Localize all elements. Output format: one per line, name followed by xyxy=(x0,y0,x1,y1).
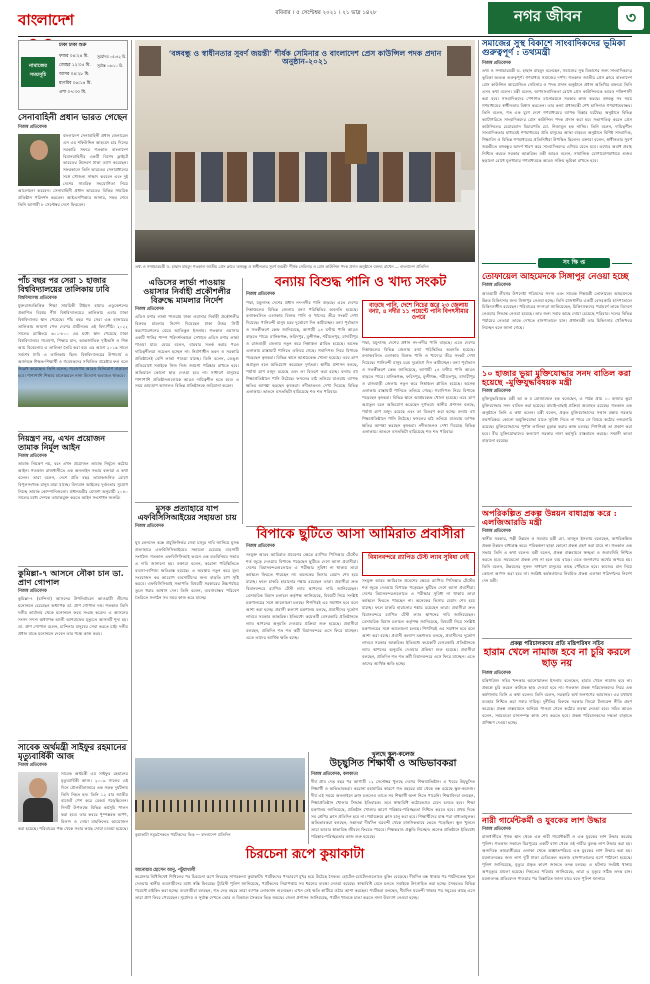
kuakata-headline: চিরচেনা রূপে কুয়াকাটা xyxy=(245,847,365,862)
headline: বিপাকে ছুটিতে আসা আমিরাত প্রবাসীরা xyxy=(256,527,465,542)
headline: কুমিল্লা-৭ আসনে নৌকা চান ডা. প্রাণ গোপাল xyxy=(18,568,124,588)
byline: নিজস্ব প্রতিবেদক xyxy=(482,283,511,289)
story-army-chief xyxy=(18,114,128,272)
headline: সেনাবাহিনী প্রধান ভারত গেছেন xyxy=(18,113,128,123)
portrait-left xyxy=(139,46,161,76)
army-chief-photo xyxy=(18,134,60,186)
story-tobacco xyxy=(18,434,128,564)
headline: সাবেক অর্থমন্ত্রী সাইফুর রহমানের মৃত্যুবার্ষিকী আজ xyxy=(18,742,127,762)
byline: নিজস্ব প্রতিবেদক xyxy=(482,60,511,66)
issue-date: রবিবার । ৫ সেপ্টেম্বর ২০২১ । ২১ ভাদ্র ১৪২৮ xyxy=(275,10,377,16)
logo-text: বাংলাদেশ xyxy=(18,11,74,29)
headline: মুসক প্রত্যাহারে যাপ এফবিসিসিআইয়ের সহায়তা চায় xyxy=(137,504,237,522)
body-text: সাবেক অর্থমন্ত্রী এম সাইফুর রহমানের মৃত্যুবার্ষিকী আজ। ২০০৯ সালের এই দিনে মৌলভীবাজারে এক সড়ক দুর্ঘটনায় তিনি নিহত হন। তিনি ১২ বার জাতীয় বাজেট পেশ করে রেকর্ড গড়েছিলেন। দিনটি উপলক্ষে বিভিন্ন কর্মসূচি পালন করা হবে। তার কবরে পুষ্পস্তবক অর্পণ, মিলাদ ও দোয়া মাহফিলের আয়োজন করা হয়েছে। পরিবারের পক্ষ থেকে সবার কাছে দোয়া চাওয়া হয়েছে। xyxy=(18,770,129,832)
body-text: তামাক নিয়ন্ত্রণ নয়, বরং এখন প্রয়োজন তামাক নির্মূলে কঠোর আইন। গতকাল রাজধানীতে এক অনলাইন সভায় বক্তারা এ কথা বলেন। তারা বলেন, দেশে প্রতি বছর তামাকজনিত রোগে বিপুলসংখ্যক মানুষ মারা যাচ্ছে। বিদ্যমান আইনের দুর্বলতার সুযোগ নিচ্ছে তামাক কোম্পানিগুলো। প্রধানমন্ত্রীর ঘোষণা অনুযায়ী ২০৪০ সালের মধ্যে দেশকে তামাকমুক্ত করতে আইন সংশোধন জরুরি। xyxy=(18,460,128,501)
section-title: নগর জীবন xyxy=(514,7,582,25)
headline: ১০ হাজার ভুয়া মুক্তিযোদ্ধার সনদ বাতিল করা হয়েছে -মুক্তিযুদ্ধবিষয়ক মন্ত্রী xyxy=(482,368,631,388)
prayer-maghrib: মাগরিব ০৬:১৪ মি. xyxy=(59,81,92,86)
prayer-fajr: ফজর ০৪:২৪ মি. xyxy=(59,54,89,59)
prayer-esha: এশা ০৭:৩০ মি. xyxy=(59,90,87,95)
stage-backdrop xyxy=(135,40,475,170)
byline: নিজস্ব প্রতিবেদক xyxy=(18,125,47,131)
body-text: কুমিল্লা-৭ (চান্দিনা) আসনের উপনির্বাচনে আওয়ামী লীগের মনোনয়ন চেয়েছেন অধ্যাপক ডা. প্রাণ গোপাল দত্ত। গতকাল তিনি দলীয় কার্যালয় থেকে মনোনয়ন ফরম সংগ্রহ করেন। এ আসনের সংসদ সদস্য অধ্যাপক আলী আশরাফের মৃত্যুতে আসনটি শূন্য হয়। ডা. প্রাণ গোপাল বলেন, চান্দিনার মানুষের সেবা করতে চাই। দলীয় প্রধান যাকে মনোনয়ন দেবেন তার পক্ষে কাজ করব। xyxy=(18,596,128,636)
kuakata-photo xyxy=(135,758,305,830)
story-school-reopen xyxy=(311,752,475,844)
headline: উচ্ছ্বসিত শিক্ষার্থী ও অভিভাবকরা xyxy=(329,758,457,770)
byline: নিজস্ব প্রতিবেদক xyxy=(18,763,47,769)
portrait-right xyxy=(447,46,471,76)
headline: সমাজের সুস্থ বিকাশে সাংবাদিকদের ভূমিকা গুরুত্বপূর্ণ : তথ্যমন্ত্রী xyxy=(482,39,626,59)
kicker: খুলছে স্কুল-কলেজ xyxy=(371,752,415,758)
seminar-caption: তথ্য ও সম্প্রচারমন্ত্রী ড. হাছান মাহমুদ গতকাল জাতীয় প্রেস ক্লাবে ‘বঙ্গবন্ধু ও স্বাধীনতার সুবর্ণ জয়ন্তী’ শীর্ষক সেমিনার ও প্রেস কাউন্সিল পদক প্রদান অনুষ্ঠানে বক্তব্য রাখেন — বাংলাদেশ প্রতিদিন xyxy=(135,264,429,269)
headline: বন্যায় বিশুদ্ধ পানি ও খাদ্য সংকট xyxy=(274,275,447,290)
header-rule xyxy=(18,36,632,37)
byline: নিজস্ব প্রতিবেদক, কলকাতা xyxy=(311,771,358,777)
brief-label: সং ক্ষি প্ত xyxy=(562,259,586,266)
sun-times xyxy=(97,52,127,70)
byline: নিজস্ব প্রতিবেদক xyxy=(135,524,164,530)
body-text: মন্ত্রিপরিষদ সচিব খন্দকার আনোয়ারুল ইসলাম বলেছেন, হারাম খেলে নামাজ হবে না। প্রকল্পে চুরি করলে কাউকে ছাড় দেওয়া হবে না। গতকাল প্রকল্প পরিচালকদের নিয়ে এক কর্মশালায় তিনি এ কথা বলেন। তিনি বলেন, সরকারি অর্থ জনগণের আমানত। এর যথাযথ ব্যবহার নিশ্চিত করা সবার দায়িত্ব। দুর্নীতির বিরুদ্ধে সরকার জিরো টলারেন্স নীতি গ্রহণ করেছে। প্রকল্প বাস্তবায়নে অনিয়ম পাওয়া গেলে কঠোর ব্যবস্থা নেওয়া হবে। সচিব আরও বলেন, সময়মতো মানসম্পন্ন কাজ শেষ করতে হবে। প্রকল্প পরিচালকদের দক্ষতা বাড়াতে প্রশিক্ষণ দেওয়া হচ্ছে। xyxy=(482,678,632,725)
uae-highlight: বিমানবন্দরে র‍্যাপিড টেস্ট ল্যাব সুবিধা নেই xyxy=(362,552,475,576)
brief-banner xyxy=(538,258,610,268)
kuakata-byline: আনোয়ার হোসেন আনু, পটুয়াখালী xyxy=(135,868,196,873)
seminar-banner-text: ‘বঙ্গবন্ধু ও স্বাধীনতার সুবর্ণ জয়ন্তী’ শীর্ষক সেমিনার ও বাংলাদেশ প্রেস কাউন্সিল পদক প্রদান অনুষ্ঠান-২০২১ xyxy=(168,49,442,67)
headline: তোফায়েল আহমেদকে সিঙ্গাপুর নেওয়া হচ্ছে xyxy=(482,271,629,281)
byline: নিজস্ব প্রতিবেদক xyxy=(482,389,511,395)
seminar-photo xyxy=(135,40,475,262)
prayer-box-title: ঢাকা ঢাকা শুক্র xyxy=(59,43,87,48)
body-text: পদ্মা, যমুনাসহ দেশের প্রধান নদ-নদীর পানি বাড়ছে। এতে দেশের নিম্নাঞ্চলের বিভিন্ন জেলায় বন্যা পরিস্থিতির অবনতি হয়েছে। বন্যাকবলিত এলাকায় বিশুদ্ধ পানি ও খাদ্যের তীব্র সংকট দেখা দিয়েছে। পানিবন্দী মানুষ চরম দুর্ভোগে দিন কাটাচ্ছেন। বন্যা পূর্বাভাস ও সতর্কীকরণ কেন্দ্র জানিয়েছে, আগামী ২৪ ঘণ্টায় পানি আরও বাড়তে পারে। মানিকগঞ্জ, ফরিদপুর, মুন্সীগঞ্জ, শরীয়তপুর, মাদারীপুর ও রাজবাড়ী জেলায় নতুন করে নিম্নাঞ্চল প্লাবিত হয়েছে। অনেক এলাকায় রাস্তাঘাট পানিতে তলিয়ে গেছে। গবাদিপশু নিয়ে বিপাকে পড়েছেন কৃষকরা। বিভিন্ন স্থানে আশ্রয়কেন্দ্র খোলা হয়েছে। তবে ত্রাণ অপ্রতুল বলে অভিযোগ করেছেন দুর্গতরা। স্থানীয় প্রশাসন বলছে, পর্যাপ্ত ত্রাণ মজুদ রয়েছে এবং তা বিতরণ করা হচ্ছে। বন্যায় বহু শিক্ষাপ্রতিষ্ঠানে পানি উঠেছে। ফসলের মাঠ তলিয়ে যাওয়ায় ব্যাপক ক্ষতির আশঙ্কা করছেন কৃষকরা। নদীভাঙনও দেখা দিয়েছে বিভিন্ন এলাকায়। ভাঙনে বসতভিটা হারিয়েছে শত শত পরিবার। xyxy=(246,299,358,395)
story-fake-freedom-fighters xyxy=(482,369,632,503)
headline: নারী গার্মেন্টকর্মী ও যুবকের লাশ উদ্ধার xyxy=(482,815,607,825)
page-number: ৩ xyxy=(618,6,644,30)
prayer-label-line1: নামাজের xyxy=(29,63,47,69)
beach-crowd xyxy=(135,800,305,812)
body-text: সংযুক্ত আরব আমিরাত প্রবেশের ক্ষেত্রে র‍্যাপিড পিসিআর টেস্টের শর্ত জুড়ে দেওয়ায় বিপাকে পড়েছেন ছুটিতে দেশে আসা প্রবাসীরা। দেশের বিমানবন্দরগুলোতে এ পরীক্ষার সুবিধা না থাকায় তারা কর্মস্থলে ফিরতে পারছেন না। অনেকের ভিসার মেয়াদ শেষ হয়ে যাচ্ছে। ফলে চাকরি হারানোর শঙ্কায় রয়েছেন তারা। প্রবাসীরা দ্রুত বিমানবন্দরে র‍্যাপিড টেস্ট ল্যাব স্থাপনের দাবি জানিয়েছেন। বেসামরিক বিমান চলাচল কর্তৃপক্ষ জানিয়েছে, বিষয়টি নিয়ে সংশ্লিষ্ট মন্ত্রণালয়ের সঙ্গে আলোচনা চলছে। শিগগিরই এর সমাধান হবে বলে আশা করা হচ্ছে। প্রবাসী কল্যাণ মন্ত্রণালয় বলছে, প্রবাসীদের দুর্ভোগ লাঘবে সরকার আন্তরিক। ইতিমধ্যে কয়েকটি বেসরকারি প্রতিষ্ঠানকে ল্যাব স্থাপনের অনুমতি দেওয়ার প্রক্রিয়া শুরু হয়েছে। প্রবাসীরা বলছেন, প্রতিদিন শত শত কর্মী বিমানবন্দরে এসে ফিরে যাচ্ছেন। এতে তাদের আর্থিক ক্ষতি হচ্ছে। xyxy=(246,551,358,640)
kuakata-caption: কুয়াকাটা সমুদ্রসৈকতে পর্যটকদের ভিড় — বাংলাদেশ প্রতিদিন xyxy=(135,832,231,837)
body-text: দীর্ঘ প্রায় দেড় বছর পর আগামী ১২ সেপ্টেম্বর খুলছে দেশের শিক্ষাপ্রতিষ্ঠান। এ খবরে উচ্ছ্বসিত শিক্ষার্থী ও অভিভাবকরা। করোনা মহামারির কারণে গত বছরের মার্চ থেকে বন্ধ রয়েছে স্কুল-কলেজ। দীর্ঘ এই সময়ে অনলাইনে ক্লাস চললেও তাতে সব শিক্ষার্থী অংশ নিতে পারেনি। শিক্ষাবিদরা বলছেন, শিক্ষাপ্রতিষ্ঠান খোলার সিদ্ধান্ত ইতিবাচক। তবে স্বাস্থ্যবিধি কঠোরভাবে মেনে চলতে হবে। শিক্ষা মন্ত্রণালয় জানিয়েছে, প্রতিষ্ঠান খোলার আগে পরিষ্কার-পরিচ্ছন্নতা নিশ্চিত করতে হবে। প্রথম দিকে সব শ্রেণির ক্লাস প্রতিদিন হবে না। পর্যায়ক্রমে ক্লাস চালু করা হবে। শিক্ষার্থীদের মাস্ক পরা বাধ্যতামূলক। অভিভাবকরা বলছেন, সন্তানরা দীর্ঘদিন ঘরবন্দী থেকে মানসিকভাবে ভেঙে পড়েছিল। স্কুল খুললে তারা আবার স্বাভাবিক জীবনে ফিরতে পারবে। শিক্ষকরাও প্রস্তুতি নিচ্ছেন। অনেক প্রতিষ্ঠানে ইতিমধ্যে পরিষ্কার-পরিচ্ছন্নতার কাজ শুরু হয়েছে। xyxy=(311,779,475,840)
body-text: তথ্য ও সম্প্রচারমন্ত্রী ড. হাছান মাহমুদ বলেছেন, সমাজের সুস্থ বিকাশের জন্য সাংবাদিকদের ভূমিকা অত্যন্ত গুরুত্বপূর্ণ। গণমাধ্যম সমাজের দর্পণ। গতকাল জাতীয় প্রেস ক্লাবে বাংলাদেশ প্রেস কাউন্সিল আয়োজিত সেমিনার ও পদক প্রদান অনুষ্ঠানে প্রধান অতিথির বক্তব্যে তিনি এসব কথা বলেন। মন্ত্রী বলেন, অপসাংবাদিকতা রোধে প্রেস কাউন্সিলকে আরও শক্তিশালী করা হবে। সাংবাদিকদের পেশাগত মানোন্নয়নে সরকার কাজ করছে। বঙ্গবন্ধু সব সময় গণমাধ্যমের স্বাধীনতায় বিশ্বাস করতেন। তার কন্যা প্রধানমন্ত্রী শেখ হাসিনাও গণমাধ্যমবান্ধব। তিনি বলেন, গত এক যুগে দেশে গণমাধ্যমের ব্যাপক বিস্তার ঘটেছে। অনুষ্ঠানে বিভিন্ন ক্যাটাগরিতে সাংবাদিকদের প্রেস কাউন্সিল পদক প্রদান করা হয়। সভাপতিত্ব করেন প্রেস কাউন্সিলের চেয়ারম্যান বিচারপতি মো. নিজামুল হক নাসিম। তিনি বলেন, দায়িত্বশীল সাংবাদিকতার মাধ্যমেই গণমাধ্যমের প্রতি মানুষের আস্থা বাড়বে। অনুষ্ঠানে বিশিষ্ট সাংবাদিক, শিক্ষাবিদ ও বিভিন্ন গণমাধ্যমের প্রতিনিধিরা উপস্থিত ছিলেন। বক্তারা বলেন, স্বাধীনতার সুবর্ণ জয়ন্তীতে বঙ্গবন্ধুর আদর্শ ধারণ করে সাংবাদিকদের এগিয়ে যেতে হবে। তথ্যের অবাধ প্রবাহ নিশ্চিত করতে সরকার আন্তরিক। মন্ত্রী আরও বলেন, সামাজিক যোগাযোগমাধ্যমে গুজব ছড়ানো রোধে মূলধারার গণমাধ্যমকে আরও সক্রিয় ভূমিকা রাখতে হবে। xyxy=(482,68,632,164)
prayer-zuhr: জোহর ১২:০৫ মি. xyxy=(59,63,91,68)
story-du-ranking xyxy=(18,277,128,429)
body-text: এডিস মশার লার্ভা পাওয়ায় ঢাকা ওয়াসার নির্বাহী প্রকৌশলীর বিরুদ্ধে মামলার নির্দেশ দিয়েছেন ঢাকা উত্তর সিটি করপোরেশনের মেয়র আতিকুল ইসলাম। গতকাল ওয়াসার একটি পানির পাম্প পরিদর্শনকালে সেখানে এডিস মশার লার্ভা পাওয়া যায়। মেয়র বলেন, বারবার সতর্ক করার পরও দায়িত্বশীলরা সচেতন হচ্ছেন না। নির্মাণাধীন ভবন ও সরকারি প্রতিষ্ঠানেই বেশি লার্ভা পাওয়া যাচ্ছে। তিনি বলেন, ডেঙ্গু প্রতিরোধে সবাইকে নিজ নিজ জায়গা পরিষ্কার রাখতে হবে। অভিযানে কোনো ছাড় দেওয়া হবে না। সাধারণ মানুষের পাশাপাশি প্রতিষ্ঠানগুলোকে আরও দায়িত্বশীল হতে হবে। এ সময় ভ্রাম্যমাণ আদালত বিভিন্ন প্রতিষ্ঠানকে জরিমানা করেন। xyxy=(135,314,239,389)
prayer-label-line2: সময়সূচি xyxy=(29,72,47,78)
body-text: আওয়ামী লীগের উপদেষ্টা পরিষদের সদস্য এবং সাবেক শিল্পমন্ত্রী তোফায়েল আহমেদকে উন্নত চিকিৎসার জন্য সিঙ্গাপুর নেওয়া হচ্ছে। তিনি রাজধানীর একটি বেসরকারি হাসপাতালে চিকিৎসাধীন রয়েছেন। পরিবারের সদস্যরা জানিয়েছেন, চিকিৎসকদের পরামর্শে তাকে বিদেশে নেওয়ার সিদ্ধান্ত নেওয়া হয়েছে। তার জন্য সবার কাছে দোয়া চেয়েছে পরিবার। দলের বিভিন্ন পর্যায়ের নেতারা তাকে দেখতে হাসপাতালে যান। প্রধানমন্ত্রী তার চিকিৎসার খোঁজখবর নিচ্ছেন বলে জানা গেছে। xyxy=(482,290,632,331)
byline: নিজস্ব প্রতিবেদক xyxy=(135,307,164,313)
body-text: যুক্তরাজ্যভিত্তিক শিক্ষা সাময়িকী টাইমস হায়ার এডুকেশনের প্রকাশিত বিশ্বের শীর্ষ বিশ্ববিদ্যালয়ের তালিকায় এবার ঢাকা বিশ্ববিদ্যালয় স্থান পেয়েছে। পাঁচ বছর পর সেরা এক হাজারের তালিকায় জায়গা পেল দেশের প্রাচীনতম এই বিদ্যাপীঠ। ২০২২ সালের র‍্যাঙ্কিংয়ে ৬০১-৮০০ এর মধ্যে স্থান পেয়েছে ঢাকা বিশ্ববিদ্যালয়। গবেষণা, শিক্ষার মান, আন্তর্জাতিক দৃষ্টিভঙ্গি ও শিল্প আয় বিবেচনায় এ তালিকা তৈরি করা হয়। এর আগে ২০১৬ সালে সর্বশেষ ঢাবি এ তালিকায় ছিল। বিশ্ববিদ্যালয়ের উপাচার্য এ অর্জনকে শিক্ষক-শিক্ষার্থী ও গবেষকদের সম্মিলিত প্রচেষ্টার ফল বলে উল্লেখ করেছেন। তিনি বলেন, গবেষণায় আরও বিনিয়োগ বাড়ানো হবে। পাশাপাশি শিক্ষার মানোন্নয়নে নানা উদ্যোগ অব্যাহত থাকবে। xyxy=(18,303,128,378)
body-text: স্থানীয় সরকার, পল্লী উন্নয়ন ও সমবায় মন্ত্রী মো. তাজুল ইসলাম বলেছেন, অপরিকল্পিত প্রকল্প উন্নয়ন বাধাগ্রস্ত করে। পরিকল্পনা ছাড়া কোনো প্রকল্প গ্রহণ করা যাবে না। গতকাল এক সভায় তিনি এ কথা বলেন। মন্ত্রী বলেন, প্রকল্প বাস্তবায়নে স্বচ্ছতা ও জবাবদিহি নিশ্চিত করতে হবে। সময়মতো প্রকল্প শেষ না হলে ব্যয় বাড়ে। এতে জনগণের অর্থের অপচয় হয়। তিনি বলেন, উন্নয়নের সুফল সাধারণ মানুষের কাছে পৌঁছাতে হবে। কাজের মান নিয়ে কোনো আপস করা হবে না। সংশ্লিষ্ট কর্মকর্তাদের নিয়মিত প্রকল্প এলাকা পরিদর্শনের নির্দেশ দেন মন্ত্রী। xyxy=(482,536,632,583)
body-text-cont: সংযুক্ত আরব আমিরাত প্রবেশের ক্ষেত্রে র‍্যাপিড পিসিআর টেস্টের শর্ত জুড়ে দেওয়ায় বিপাকে পড়েছেন ছুটিতে দেশে আসা প্রবাসীরা। দেশের বিমানবন্দরগুলোতে এ পরীক্ষার সুবিধা না থাকায় তারা কর্মস্থলে ফিরতে পারছেন না। অনেকের ভিসার মেয়াদ শেষ হয়ে যাচ্ছে। ফলে চাকরি হারানোর শঙ্কায় রয়েছেন তারা। প্রবাসীরা দ্রুত বিমানবন্দরে র‍্যাপিড টেস্ট ল্যাব স্থাপনের দাবি জানিয়েছেন। বেসামরিক বিমান চলাচল কর্তৃপক্ষ জানিয়েছে, বিষয়টি নিয়ে সংশ্লিষ্ট মন্ত্রণালয়ের সঙ্গে আলোচনা চলছে। শিগগিরই এর সমাধান হবে বলে আশা করা হচ্ছে। প্রবাসী কল্যাণ মন্ত্রণালয় বলছে, প্রবাসীদের দুর্ভোগ লাঘবে সরকার আন্তরিক। ইতিমধ্যে কয়েকটি বেসরকারি প্রতিষ্ঠানকে ল্যাব স্থাপনের অনুমতি দেওয়ার প্রক্রিয়া শুরু হয়েছে। প্রবাসীরা বলছেন, প্রতিদিন শত শত কর্মী বিমানবন্দরে এসে ফিরে যাচ্ছেন। এতে তাদের আর্থিক ক্ষতি হচ্ছে। xyxy=(362,577,475,666)
story-kumilla xyxy=(18,569,128,699)
body-text: বাংলাদেশ সেনাবাহিনী প্রধান জেনারেল এস এম শফিউদ্দিন আহমেদ চার দিনের সরকারি সফরে গতকাল বাংলাদেশ বিমানবাহিনীর একটি বিশেষ ফ্লাইটে ভারতের উদ্দেশে ঢাকা ত্যাগ করেছেন। সফরকালে তিনি ভারতের সেনাপ্রধানের সঙ্গে সৌজন্য সাক্ষাৎ করবেন এবং দুই দেশের সামরিক সহযোগিতা নিয়ে আলোচনা করবেন। সেনাবাহিনী প্রধান ভারতের বিভিন্ন সামরিক প্রতিষ্ঠান পরিদর্শন করবেন। আইএসপিআর জানায়, সফর শেষে তিনি আগামী ৮ সেপ্টেম্বর দেশে ফিরবেন। xyxy=(18,132,128,207)
speaker-podium xyxy=(345,124,367,164)
story-aedes-lava xyxy=(135,278,239,500)
story-haram xyxy=(482,641,632,811)
headline: হারাম খেলে নামাজ হবে না চুরি করলে ছাড় নয় xyxy=(483,646,631,669)
guests-row xyxy=(149,152,461,202)
story-press-council xyxy=(482,40,632,252)
byline: নিজস্ব প্রতিবেদক xyxy=(246,292,275,298)
byline: নিজস্ব প্রতিবেদক xyxy=(482,529,511,535)
byline: নিজস্ব প্রতিবেদক xyxy=(18,453,47,459)
musak-body: ঘুষ লেনদেন বন্ধে প্রযুক্তিনির্ভর সেবা চালুর দাবি জানিয়ে মুসক প্রত্যাহারে এফবিসিসিআইয়ের সহায়তা চেয়েছে ব্যবসায়ী সংগঠন। গতকাল এফবিসিসিআই ভবনে এক মতবিনিময় সভায় এ দাবি জানানো হয়। বক্তারা বলেন, করোনা পরিস্থিতিতে ব্যবসা-বাণিজ্য ক্ষতিগ্রস্ত হয়েছে। এ অবস্থায় নতুন করে মূল্য সংযোজন কর আরোপ ব্যবসায়ীদের জন্য বাড়তি চাপ সৃষ্টি করবে। এফবিসিসিআই সভাপতি বিষয়টি সরকারের উচ্চপর্যায়ে তুলে ধরার আশ্বাস দেন। তিনি বলেন, ব্যবসাবান্ধব পরিবেশ তৈরিতে সংগঠন সব সময় কাজ করে যাচ্ছে। xyxy=(135,540,239,601)
section-banner xyxy=(488,2,650,34)
sunrise: সূর্যোদয় ০৫:৪২ মি. xyxy=(97,54,127,59)
byline: নিজস্ব প্রতিবেদক xyxy=(246,544,275,550)
prayer-list xyxy=(59,52,92,97)
body-text-cont: পদ্মা, যমুনাসহ দেশের প্রধান নদ-নদীর পানি বাড়ছে। এতে দেশের নিম্নাঞ্চলের বিভিন্ন জেলায় বন্যা পরিস্থিতির অবনতি হয়েছে। বন্যাকবলিত এলাকায় বিশুদ্ধ পানি ও খাদ্যের তীব্র সংকট দেখা দিয়েছে। পানিবন্দী মানুষ চরম দুর্ভোগে দিন কাটাচ্ছেন। বন্যা পূর্বাভাস ও সতর্কীকরণ কেন্দ্র জানিয়েছে, আগামী ২৪ ঘণ্টায় পানি আরও বাড়তে পারে। মানিকগঞ্জ, ফরিদপুর, মুন্সীগঞ্জ, শরীয়তপুর, মাদারীপুর ও রাজবাড়ী জেলায় নতুন করে নিম্নাঞ্চল প্লাবিত হয়েছে। অনেক এলাকায় রাস্তাঘাট পানিতে তলিয়ে গেছে। গবাদিপশু নিয়ে বিপাকে পড়েছেন কৃষকরা। বিভিন্ন স্থানে আশ্রয়কেন্দ্র খোলা হয়েছে। তবে ত্রাণ অপ্রতুল বলে অভিযোগ করেছেন দুর্গতরা। স্থানীয় প্রশাসন বলছে, পর্যাপ্ত ত্রাণ মজুদ রয়েছে এবং তা বিতরণ করা হচ্ছে। বন্যায় বহু শিক্ষাপ্রতিষ্ঠানে পানি উঠেছে। ফসলের মাঠ তলিয়ে যাওয়ায় ব্যাপক ক্ষতির আশঙ্কা করছেন কৃষকরা। নদীভাঙনও দেখা দিয়েছে বিভিন্ন এলাকায়। ভাঙনে বসতভিটা হারিয়েছে শত শত পরিবার। xyxy=(362,339,475,435)
story-flood xyxy=(246,276,475,524)
sunset: সূর্যাস্ত ০৬:১০ মি. xyxy=(97,63,124,68)
story-garment-worker xyxy=(482,816,632,976)
headline: এডিসের লার্ভা পাওয়ায় ওয়াসার নির্বাহী প্রকৌশলীর বিরুদ্ধে মামলার নির্দেশ xyxy=(143,277,231,306)
body-text: রাজধানীতে পৃথক স্থান থেকে এক নারী গার্মেন্টকর্মী ও এক যুবকের লাশ উদ্ধার করেছে পুলিশ। গতকাল সকালে মিরপুরের একটি বাসা থেকে ওই নারীর ঝুলন্ত লাশ উদ্ধার করা হয়। অন্যদিকে কামরাঙ্গীরচর এলাকা থেকে অজ্ঞাতপরিচয় এক যুবকের লাশ উদ্ধার করা হয়। ময়নাতদন্তের জন্য লাশ দুটি ঢাকা মেডিকেল কলেজ হাসপাতালের মর্গে পাঠানো হয়েছে। পুলিশ জানিয়েছে, মৃত্যুর প্রকৃত কারণ জানতে তদন্ত চলছে। এ ঘটনায় সংশ্লিষ্ট থানায় অপমৃত্যুর মামলা হয়েছে। নিহতের পরিবার জানিয়েছে, তারা এ মৃত্যুর সঠিক তদন্ত চান। ময়নাতদন্ত প্রতিবেদন পাওয়ার পর বিস্তারিত জানা যাবে বলে পুলিশ জানায়। xyxy=(482,834,632,881)
newspaper-logo xyxy=(18,6,118,34)
kuakata-body: করোনার বিধিনিষেধ শিথিলের পর চিরচেনা রূপে ফিরেছে সাগরকন্যা কুয়াকাটা। পর্যটকদের পদচারণে মুখর হয়ে উঠেছে সৈকত। হোটেল-মোটেলগুলোতে বুকিং বেড়েছে। দীর্ঘদিন বন্ধ থাকার পর পর্যটনকেন্দ্র খুলে দেওয়ায় স্থানীয় ব্যবসায়ীদের মধ্যে স্বস্তি ফিরেছে। ট্যুরিস্ট পুলিশ জানিয়েছে, পর্যটকদের নিরাপত্তায় সব ধরনের ব্যবস্থা নেওয়া হয়েছে। স্বাস্থ্যবিধি মেনে চলতে সবাইকে উৎসাহিত করা হচ্ছে। সৈকতের বিভিন্ন পয়েন্টে মাইকিং করা হচ্ছে। ব্যবসায়ীরা বলছেন, গত দেড় বছরে তারা ব্যাপক লোকসান গুনেছেন। এখন সেই ক্ষতি কাটিয়ে ওঠার আশা করছেন। পর্যটকরা বলছেন, দীর্ঘদিন ঘরবন্দী থাকার পর সমুদ্রের কাছে এসে তারা প্রাণ ফিরে পেয়েছেন। সূর্যোদয় ও সূর্যাস্ত দেখতে ভোর ও বিকালে সৈকতে ভিড় জমছে। জেলা প্রশাসন জানিয়েছে, পর্যটন খাতকে চাঙা করতে নানা উদ্যোগ নেওয়া হচ্ছে। xyxy=(135,874,475,900)
byline: নিজস্ব প্রতিবেদক xyxy=(482,827,511,833)
kicker: প্রকল্প পরিচালকদের প্রতি মন্ত্রিপরিষদ সচিব xyxy=(510,641,604,647)
story-uae-expats xyxy=(246,528,475,750)
story-unplanned-project xyxy=(482,509,632,635)
byline: বিশ্ববিদ্যালয় প্রতিবেদক xyxy=(18,296,57,302)
byline: নিজস্ব প্রতিবেদক xyxy=(482,671,511,677)
saifur-photo xyxy=(18,772,58,822)
flood-highlight: বাড়ছে পানি, দেশে নিচের স্তরে ২৩ জেলায় বন্যা, ৪ নদীর ১১ পয়েন্টে পানি বিপৎসীমার ওপরে xyxy=(362,300,475,338)
prayer-times-box xyxy=(18,40,128,110)
audience-strip xyxy=(135,230,475,262)
headline: নিয়ন্ত্রণ নয়, এখন প্রয়োজন তামাক নির্মূল আইন xyxy=(18,433,106,452)
headline: অপরিকল্পিত প্রকল্প উন্নয়ন বাধাগ্রস্ত করে : এলজিআরডি মন্ত্রী xyxy=(482,508,617,528)
byline: নিজস্ব প্রতিবেদক xyxy=(18,589,47,595)
headline: পাঁচ বছর পর সেরা ১ হাজার বিশ্ববিদ্যালয়ের তালিকায় ঢাবি xyxy=(18,276,110,294)
prayer-asr: আসর ০৪:২৮ মি. xyxy=(59,72,90,77)
story-tofael xyxy=(482,272,632,364)
prayer-label xyxy=(21,57,55,87)
body-text: মুক্তিযুদ্ধবিষয়ক মন্ত্রী আ ক ম মোজাম্মেল হক বলেছেন, এ পর্যন্ত প্রায় ১০ হাজার ভুয়া মুক্তিযোদ্ধার সনদ বাতিল করা হয়েছে। যাচাই-বাছাই প্রক্রিয়া অব্যাহত রয়েছে। গতকাল এক অনুষ্ঠানে তিনি এ কথা বলেন। মন্ত্রী বলেন, প্রকৃত মুক্তিযোদ্ধাদের সম্মান রক্ষায় সরকার বদ্ধপরিকর। কোনো অমুক্তিযোদ্ধা যাতে সুবিধা নিতে না পারে সে বিষয়ে কঠোর নজরদারি রয়েছে। মুক্তিযোদ্ধাদের পূর্ণাঙ্গ তালিকা চূড়ান্ত করার কাজ চলছে। শিগগিরই তা প্রকাশ করা হবে। বীর মুক্তিযোদ্ধাদের কল্যাণে সরকার নানা কর্মসূচি বাস্তবায়ন করছে। সম্মানী ভাতা বাড়ানো হয়েছে। xyxy=(482,396,632,443)
story-saifur xyxy=(18,743,128,975)
